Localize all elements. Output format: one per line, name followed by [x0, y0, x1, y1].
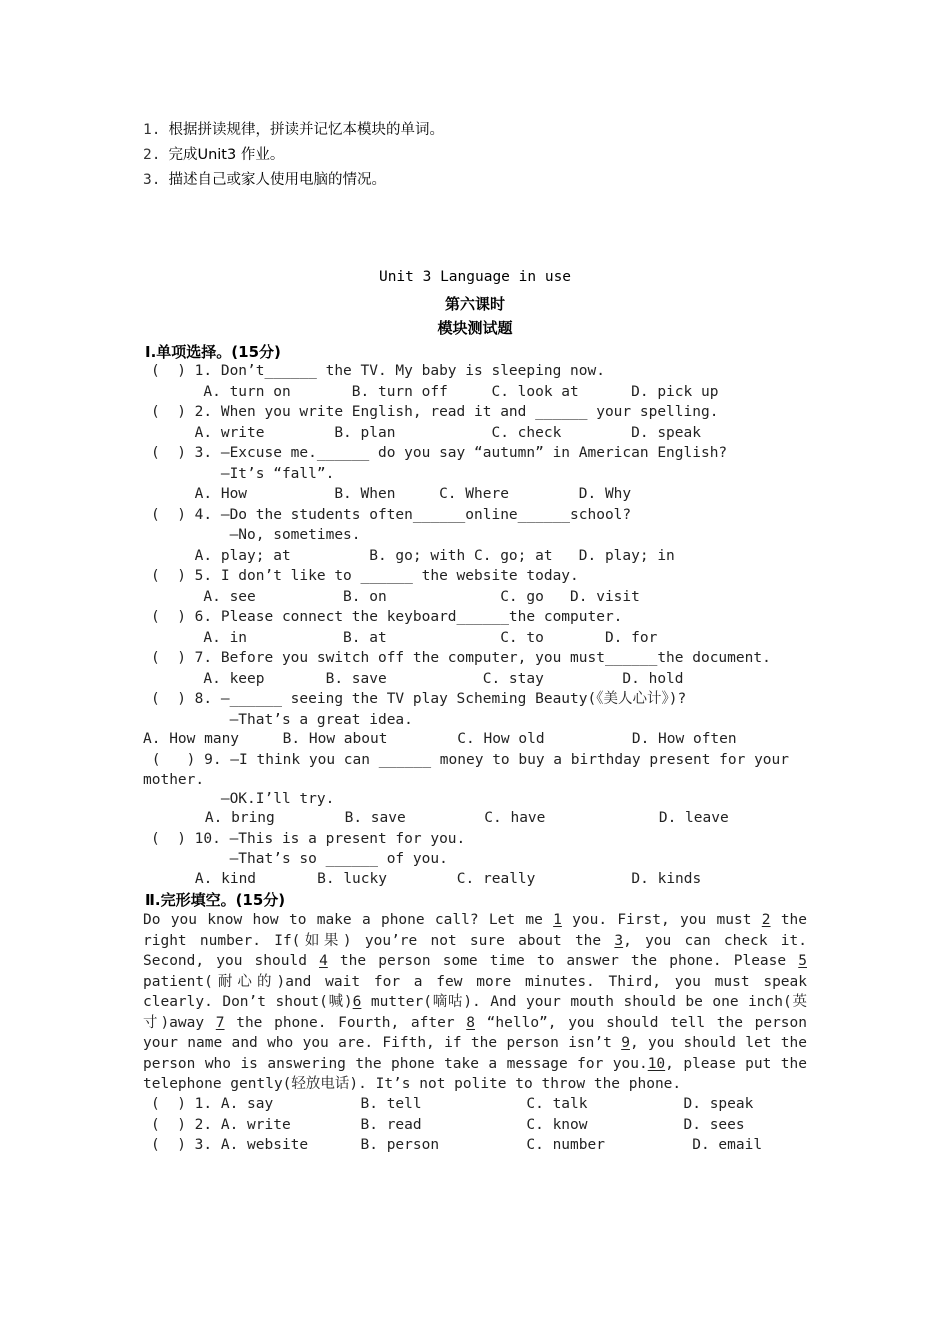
unit-title: Unit 3 Language in use — [378, 269, 572, 285]
options-line: A. bring B. save C. have D. leave — [170, 810, 729, 826]
options-line: A. How B. When C. Where D. Why — [151, 486, 632, 502]
answer-line: —That’s so ______ of you. — [151, 851, 448, 867]
options-line: A. in B. at C. to D. for — [151, 630, 658, 646]
question-line: ( ) 9. —I think you can ______ money to buy a birthday present for your — [143, 752, 790, 768]
blank-7: 7 — [215, 1014, 225, 1031]
test-title: 模块测试题 — [437, 319, 513, 337]
section1-heading: Ⅰ.单项选择。(15分) — [145, 343, 281, 361]
question-line: ( ) 6. Please connect the keyboard______the computer. — [151, 609, 623, 625]
question-line: ( ) 8. —______ seeing the TV play Scheming Beauty(《美人心计》)? — [151, 691, 687, 707]
answer-line: —It’s “fall”. — [151, 466, 335, 482]
lesson-title: 第六课时 — [444, 295, 505, 313]
blank-6: 6 — [352, 994, 362, 1010]
homework-item-1: 1. 根据拼读规律，拼读并记忆本模块的单词。 — [143, 122, 444, 138]
question-line: ( ) 5. I don’t like to ______ the website today. — [151, 568, 579, 584]
blank-10: 10 — [647, 1055, 666, 1072]
question-line: ( ) 3. —Excuse me.______ do you say “autumn” in American English? — [151, 445, 728, 461]
answer-line: —No, sometimes. — [151, 527, 361, 543]
cloze-question-3: ( ) 3. A. website B. person C. number D. email — [151, 1137, 763, 1153]
question-line: ( ) 10. —This is a present for you. — [151, 831, 466, 847]
question-line-cont: mother. — [143, 772, 205, 788]
blank-9: 9 — [621, 1035, 630, 1051]
question-line: ( ) 7. Before you switch off the computer, you must______the document. — [151, 650, 771, 666]
options-line: A. turn on B. turn off C. look at D. pick up — [151, 384, 719, 400]
question-line: ( ) 2. When you write English, read it and ______ your spelling. — [151, 404, 719, 420]
answer-line: —That’s a great idea. — [151, 712, 413, 728]
blank-1: 1 — [553, 912, 562, 928]
blank-8: 8 — [466, 1014, 475, 1031]
answer-line: —OK.I’ll try. — [151, 791, 335, 807]
question-line: ( ) 1. Don’t______ the TV. My baby is sleeping now. — [151, 363, 605, 379]
options-line: A. keep B. save C. stay D. hold — [151, 671, 684, 687]
question-line: ( ) 4. —Do the students often______online______school? — [151, 507, 632, 523]
options-line: A. How many B. How about C. How old D. How often — [143, 731, 737, 747]
homework-item-2: 2. 完成Unit3 作业。 — [143, 147, 285, 163]
blank-2: 2 — [761, 912, 771, 928]
cloze-question-2: ( ) 2. A. write B. read C. know D. sees — [151, 1117, 745, 1133]
homework-item-3: 3. 描述自己或家人使用电脑的情况。 — [143, 172, 386, 188]
options-line: A. write B. plan C. check D. speak — [151, 425, 701, 441]
cloze-question-1: ( ) 1. A. say B. tell C. talk D. speak — [151, 1096, 754, 1112]
section2-heading: Ⅱ.完形填空。(15分) — [145, 891, 286, 909]
options-line: A. see B. on C. go D. visit — [151, 589, 640, 605]
cloze-passage: Do you know how to make a phone call? Let me 1 you. First, you must 2 the right number. If(如果) you’re not sure about the 3, you can check it. Second, you should 4 the person some time to answer the phone. Please 5 patient(耐心的)and wait for a few more minutes. Third, you must speak clearly. Don’t shout(喊)6 mutter(嘀咕). And your mouth should be one inch(英寸)away 7 the phone. Fourth, after 8 “hello”, you should tell the person your name and who you are. Fifth, if the person isn’t 9, you should let the person who is answering the phone take a message for you.10, please put the telephone gently(轻放电话). It’s not polite to throw the phone. — [143, 912, 808, 1092]
blank-3: 3 — [614, 932, 624, 949]
options-line: A. kind B. lucky C. really D. kinds — [160, 871, 702, 887]
options-line: A. play; at B. go; with C. go; at D. play; in — [151, 548, 675, 564]
blank-4: 4 — [319, 953, 328, 969]
blank-5: 5 — [798, 953, 807, 969]
